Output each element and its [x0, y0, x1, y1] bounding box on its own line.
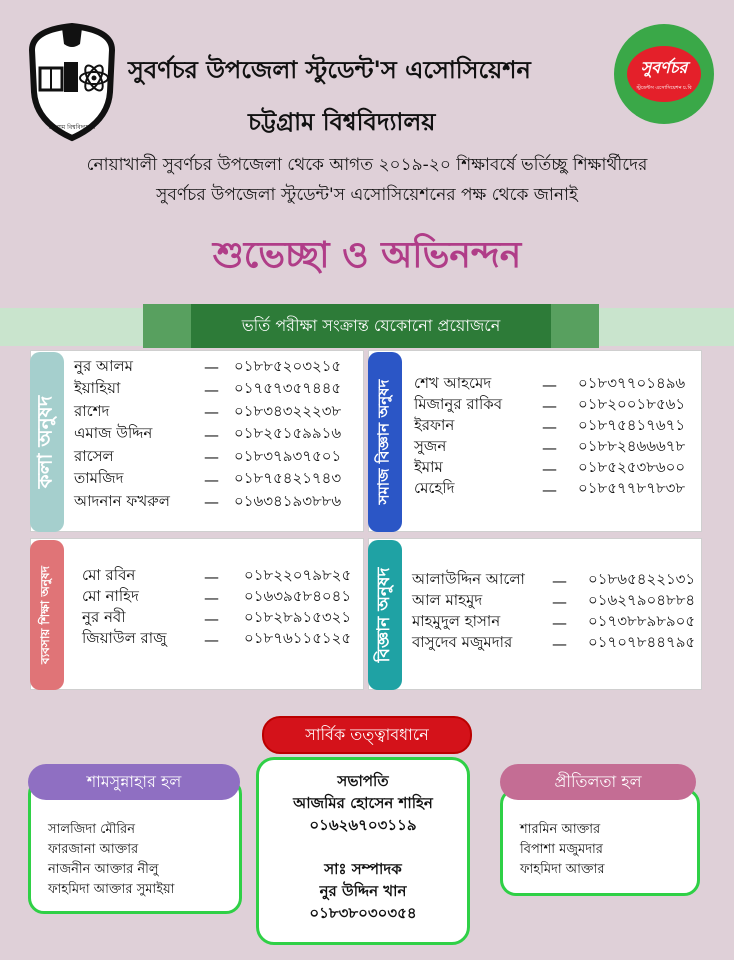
secretary-name: নুর উদ্দিন খান — [319, 882, 407, 900]
separator-dash: — — [552, 571, 567, 590]
contact-list-science — [412, 570, 700, 654]
contact-name: বাসুদেব মজুমদার — [412, 633, 513, 651]
supervision-label: সার্বিক তত্ত্বাবধানে — [262, 716, 472, 754]
contact-name: মিজানুর রাকিব — [414, 395, 503, 413]
unit-tab-business — [30, 540, 64, 690]
unit-title-arts: কলা অনুষদ — [32, 395, 57, 489]
banner-edge-right — [551, 304, 599, 348]
contact-phone: ০১৮৫৭৭৮৭৮৩৮ — [578, 479, 686, 497]
contact-name: ইয়াহিয়া — [74, 379, 121, 398]
contact-name: রাশেদ — [74, 401, 110, 420]
contact-phone: ০১৭৩৮৮৯৮৯০৫ — [588, 612, 696, 630]
contact-name: মাহমুদুল হাসান — [412, 612, 501, 630]
unit-tab-arts — [30, 352, 64, 532]
hall-title-shamsunnahar: শামসুন্নাহার হল — [28, 764, 240, 800]
contact-phone: ০১৮৮৫২০৩২১৫ — [234, 356, 342, 375]
logo-caption: চট্টগ্রাম বিশ্ববিদ্যালয় — [48, 124, 96, 131]
contact-row — [74, 356, 360, 379]
contact-list-business — [82, 566, 358, 650]
contact-row — [74, 469, 360, 492]
intro-text — [20, 150, 714, 210]
contact-row — [74, 446, 360, 469]
contact-name: শেখ আহমেদ — [414, 374, 492, 392]
contact-name: আল মাহমুদ — [412, 591, 483, 609]
contact-name: ইরফান — [414, 416, 455, 434]
contact-row — [414, 395, 700, 416]
president-name: আজমির হোসেন শাহিন — [293, 794, 433, 812]
president-title: সভাপতি — [337, 772, 389, 790]
contact-phone: ০১৮৮২৪৬৬৬৭৮ — [578, 437, 686, 455]
hall-members-pritilata — [520, 820, 604, 880]
unit-title-science: বিজ্ঞান অনুষদ — [374, 567, 394, 663]
banner-label: ভর্তি পরীক্ষা সংক্রান্ত যেকোনো প্রয়োজনে — [191, 304, 551, 348]
contact-row — [74, 401, 360, 424]
contact-phone: ০১৬২৭৯০৪৮৮৪ — [588, 591, 696, 609]
contact-row — [412, 591, 700, 612]
contact-name: মো নাহিদ — [82, 587, 139, 605]
contact-row — [74, 424, 360, 447]
leadership-box — [256, 757, 470, 945]
separator-dash: — — [204, 448, 219, 467]
contact-phone: ০১৮৭৫৪২১৭৪৩ — [234, 469, 342, 488]
separator-dash: — — [552, 592, 567, 611]
separator-dash: — — [204, 588, 219, 607]
contact-name: মো রবিন — [82, 566, 136, 584]
contact-name: নুর আলম — [74, 356, 133, 375]
contact-row — [414, 374, 700, 395]
hall-member: ফারজানা আক্তার — [48, 842, 139, 857]
contact-row — [412, 612, 700, 633]
contact-name: আদনান ফখরুল — [74, 491, 170, 510]
separator-dash: — — [204, 358, 219, 377]
secretary-phone: ০১৮৩৮০৩০৩৫৪ — [309, 904, 417, 922]
contact-phone: ০১৭০৭৮৪৪৭৯৫ — [588, 633, 696, 651]
contact-name: নুর নবী — [82, 608, 126, 626]
contact-name: সুজন — [414, 437, 447, 455]
contact-row — [74, 491, 360, 514]
separator-dash: — — [552, 613, 567, 632]
contact-name: রাসেল — [74, 446, 114, 465]
hall-members-shamsunnahar — [48, 820, 174, 900]
contact-phone: ০১৮৭৫৪১৭৬৭১ — [578, 416, 686, 434]
unit-tab-science — [368, 540, 402, 690]
intro-line-2: সুবর্ণচর উপজেলা স্টুডেন্ট'স এসোসিয়েশনের পক্ষ থেকে জানাই — [156, 185, 578, 205]
separator-dash: — — [542, 438, 557, 457]
contact-phone: ০১৮৩৭৯৩৭৫০১ — [234, 446, 342, 465]
contact-name: জিয়াউল রাজু — [82, 629, 167, 647]
contact-row — [74, 379, 360, 402]
contact-list-social-science — [414, 374, 700, 500]
contact-phone: ০১৮২২০৭৯৮২৫ — [244, 566, 352, 584]
contact-phone: ০১৮৬৫৪২২১৩১ — [588, 570, 696, 588]
contact-phone: ০১৮২৫১৫৯৯১৬ — [234, 424, 342, 443]
separator-dash: — — [204, 425, 219, 444]
contact-row — [414, 416, 700, 437]
separator-dash: — — [542, 417, 557, 436]
president-phone: ০১৬২৬৭০৩১১৯ — [309, 816, 417, 834]
contact-name: মেহেদি — [414, 479, 455, 497]
contact-phone: ০১৮৭৬১১৫১২৫ — [244, 629, 352, 647]
separator-dash: — — [552, 634, 567, 653]
hall-member: ফাহমিদা আক্তার — [520, 862, 605, 877]
hall-member: শারমিন আক্তার — [520, 822, 601, 837]
separator-dash: — — [542, 480, 557, 499]
separator-dash: — — [204, 630, 219, 649]
hall-member: বিপাশা মজুমদার — [520, 842, 603, 857]
contact-row — [412, 570, 700, 591]
contact-row — [82, 566, 358, 587]
intro-line-1: নোয়াখালী সুবর্ণচর উপজেলা থেকে আগত ২০১৯-২০ শিক্ষাবর্ষে ভর্তিচ্ছু শিক্ষার্থীদের — [86, 155, 648, 175]
secretary-title: সাঃ সম্পাদক — [324, 860, 402, 878]
separator-dash: — — [204, 380, 219, 399]
contact-row — [82, 587, 358, 608]
hall-member: নাজনীন আক্তার নীলু — [48, 862, 159, 877]
separator-dash: — — [542, 396, 557, 415]
contact-phone: ০১৮৩৭৭০১৪৯৬ — [578, 374, 686, 392]
separator-dash: — — [542, 459, 557, 478]
logo-subtext: স্টুডেন্টস এসোসিয়েশন চ.বি — [636, 85, 692, 91]
contact-phone: ০১৮২৮৯১৫৩২১ — [244, 608, 352, 626]
association-logo — [614, 24, 714, 124]
contact-name: ইমাম — [414, 458, 443, 476]
university-logo — [22, 22, 122, 142]
unit-title-business: ব্যবসায় শিক্ষা অনুষদ — [38, 566, 52, 664]
contact-name: তামজিদ — [74, 469, 124, 488]
hall-title-pritilata: প্রীতিলতা হল — [500, 764, 696, 800]
contact-row — [414, 437, 700, 458]
contact-phone: ০১৬৩৯৫৮৪০৪১ — [244, 587, 352, 605]
contact-phone: ০১৬৩৪১৯৩৮৮৬ — [234, 491, 342, 510]
unit-title-social-science: সমাজ বিজ্ঞান অনুষদ — [374, 379, 393, 505]
banner-edge-left — [143, 304, 191, 348]
contact-phone: ০১৮২০০১৮৫৬১ — [578, 395, 686, 413]
logo-word: সুবর্ণচর — [640, 58, 688, 77]
hall-member: সালজিদা মৌরিন — [48, 822, 135, 837]
contact-row — [414, 458, 700, 479]
hall-member: ফাহমিদা আক্তার সুমাইয়া — [48, 882, 175, 897]
contact-row — [412, 633, 700, 654]
university-title: চট্টগ্রাম বিশ্ববিদ্যালয় — [248, 108, 436, 136]
contact-phone: ০১৭৫৭৩৫৭৪৪৫ — [234, 379, 342, 398]
separator-dash: — — [204, 403, 219, 422]
separator-dash: — — [204, 609, 219, 628]
contact-name: আলাউদ্দিন আলো — [412, 570, 525, 588]
contact-phone: ০১৮৫২৫৩৮৬০০ — [578, 458, 686, 476]
contact-row — [82, 608, 358, 629]
separator-dash: — — [542, 375, 557, 394]
separator-dash: — — [204, 470, 219, 489]
contact-row — [414, 479, 700, 500]
contact-row — [82, 629, 358, 650]
contact-name: এমাজ উদ্দিন — [74, 424, 153, 443]
greeting-heading: শুভেচ্ছা ও অভিনন্দন — [212, 235, 522, 276]
contact-list-arts — [74, 356, 360, 514]
separator-dash: — — [204, 567, 219, 586]
separator-dash: — — [204, 493, 219, 512]
organization-title: সুবর্ণচর উপজেলা স্টুডেন্ট'স এসোসিয়েশন — [128, 56, 531, 84]
contact-phone: ০১৮৩৪৩২২২৩৮ — [234, 401, 342, 420]
unit-tab-social-science — [368, 352, 402, 532]
